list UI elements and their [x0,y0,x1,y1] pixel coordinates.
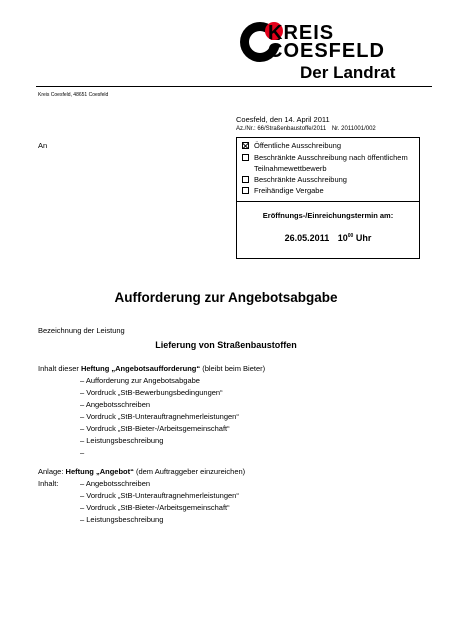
deadline-minutes: 00 [347,233,354,239]
list-item: – Leistungsbeschreibung [80,515,164,524]
attachment-prefix: Anlage: [38,467,66,476]
service-value: Lieferung von Straßenbaustoffen [155,340,297,350]
box-divider [237,201,419,202]
option-label-restricted-competition: Beschränkte Ausschreibung nach öffentlichem [254,153,408,162]
recipient-label: An [38,141,48,150]
list-item: – [80,448,85,457]
list-item: – Vordruck „StB-Unterauftragnehmerleistungen“ [80,412,239,421]
sender-line: Kreis Coesfeld, 48651 Coesfeld [38,92,109,98]
attachment-suffix: (dem Auftraggeber einzureichen) [133,467,246,476]
list-item: – Angebotsschreiben [80,479,151,488]
list-item: – Vordruck „StB-Bieter-/Arbeitsgemeinschaft“ [80,503,230,512]
procedure-box [236,137,420,259]
option-label-restricted-competition-cont: Teilnahmewettbewerb [254,164,327,173]
contents-prefix: Inhalt dieser [38,364,81,373]
deadline-unit: Uhr [355,233,372,243]
logo-text-coesfeld: COESFELD [268,40,385,62]
option-label-restricted: Beschränkte Ausschreibung [254,175,347,184]
option-label-public: Öffentliche Ausschreibung [254,141,342,150]
list-item: – Angebotsschreiben [80,400,151,409]
deadline-hour: 10 [337,233,348,243]
contents-heft-name: Heftung „Angebotsaufforderung“ [80,364,201,373]
contents-suffix: (bleibt beim Bieter) [200,364,266,373]
option-checkbox-public[interactable] [242,142,249,149]
option-checkbox-restricted[interactable] [242,176,249,183]
attachment-heading [38,467,245,476]
deadline-label: Eröffnungs-/Einreichungstermin am: [262,211,394,220]
option-checkbox-restricted-competition[interactable] [242,154,249,161]
attachment-heft-name: Heftung „Angebot“ [65,467,134,476]
attachment-inhalt-label: Inhalt: [38,479,59,488]
reference-label: Az./Nr.: 66/Straßenbaustoffe/2011 [236,126,327,132]
logo-text-landrat: Der Landrat [300,63,396,82]
reference-number: Nr. 2011001/002 [331,126,376,132]
service-label: Bezeichnung der Leistung [38,326,125,335]
contents-heading [38,364,265,373]
header-divider [36,86,432,87]
place-date: Coesfeld, den 14. April 2011 [236,115,330,124]
list-item: – Vordruck „StB-Bewerbungsbedingungen“ [80,388,223,397]
option-label-negotiated: Freihändige Vergabe [254,186,324,195]
reference-line [236,126,376,132]
list-item: – Vordruck „StB-Unterauftragnehmerleistungen“ [80,491,239,500]
list-item: – Aufforderung zur Angebotsabgabe [80,376,200,385]
page-title: Aufforderung zur Angebotsabgabe [114,290,338,305]
logo-text-kreis: KREIS [268,22,335,44]
deadline-date: 26.05.2011 [284,233,330,243]
list-item: – Vordruck „StB-Bieter-/Arbeitsgemeinschaft“ [80,424,230,433]
option-checkbox-negotiated[interactable] [242,187,249,194]
list-item: – Leistungsbeschreibung [80,436,164,445]
deadline-value [237,233,419,243]
